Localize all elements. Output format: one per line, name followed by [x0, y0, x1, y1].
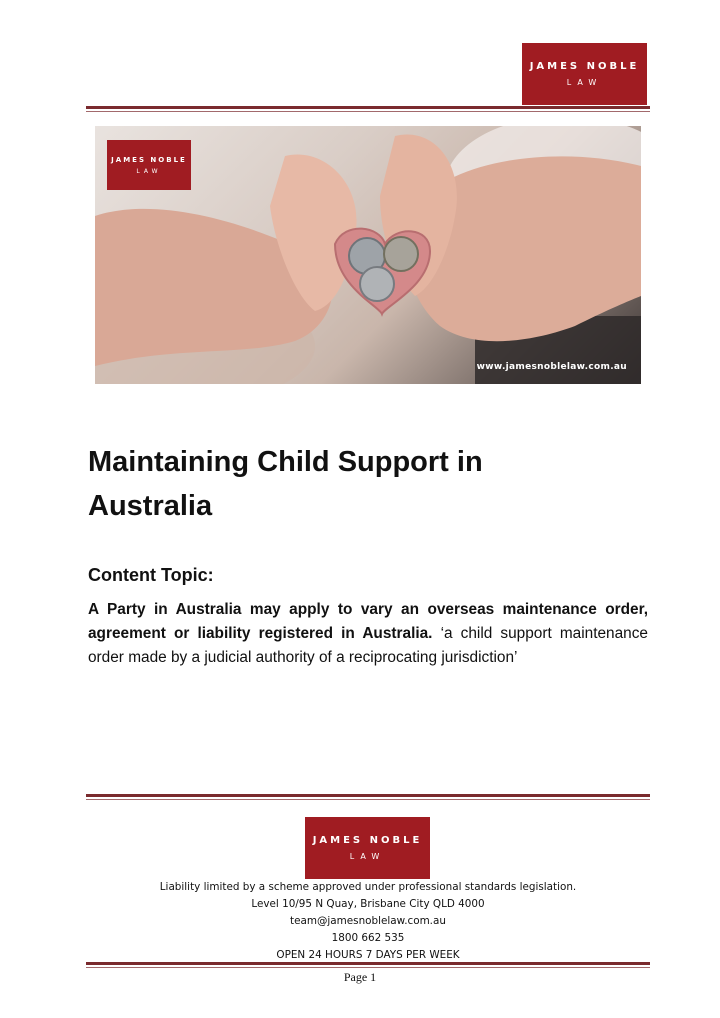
page-number: Page 1 [343, 970, 377, 984]
logo-line-2: LAW [566, 78, 603, 87]
header-logo [522, 43, 647, 105]
content-body-bold: A Party in Australia may apply to vary an overseas maintenance order, agreement or liability registered in Australia. [88, 601, 648, 642]
hero-logo-line-2: LAW [136, 167, 162, 175]
footer-logo-line-1: JAMES NOBLE [312, 835, 423, 846]
footer-hours: OPEN 24 HOURS 7 DAYS PER WEEK [276, 949, 460, 961]
page-title: Maintaining Child Support in Australia [88, 446, 483, 522]
footer-top-rule [86, 794, 650, 800]
footer-logo-line-2: LAW [349, 852, 386, 861]
logo-line-1: JAMES NOBLE [529, 61, 640, 72]
content-body [88, 598, 648, 670]
content-body-quote: ‘a child support maintenance order made by a judicial authority of a reciprocating jurisdiction’ [88, 625, 648, 666]
hero-logo [107, 140, 191, 190]
header-rule [86, 106, 650, 112]
footer-phone[interactable]: 1800 662 535 [331, 932, 405, 944]
hero-url: www.jamesnoblelaw.com.au [476, 362, 627, 372]
footer-text [86, 879, 650, 964]
footer-email[interactable]: team@jamesnoblelaw.com.au [290, 915, 446, 927]
content-topic-heading: Content Topic: [88, 565, 214, 585]
footer-liability: Liability limited by a scheme approved under professional standards legislation. [159, 881, 577, 893]
footer-logo [305, 817, 430, 879]
hero-image [95, 126, 641, 384]
footer-address: Level 10/95 N Quay, Brisbane City QLD 4000 [251, 898, 485, 910]
footer-bottom-rule [86, 962, 650, 968]
hero-logo-line-1: JAMES NOBLE [111, 155, 187, 164]
